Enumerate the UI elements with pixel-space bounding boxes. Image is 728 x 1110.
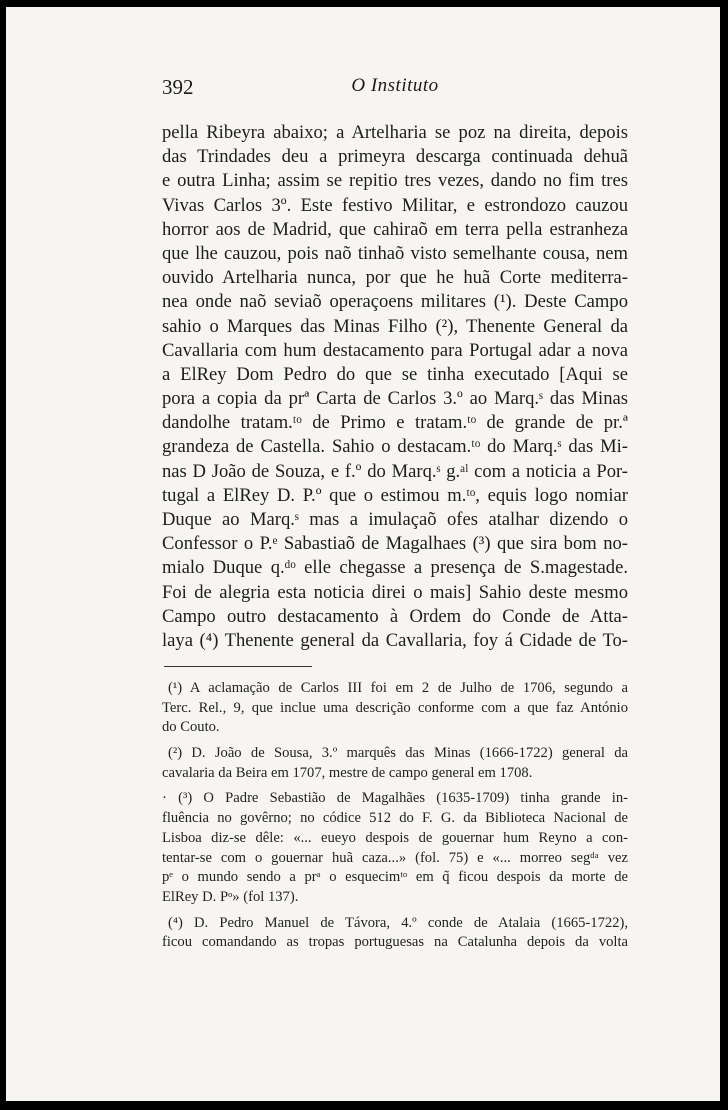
footnote-line: fluência no govêrno; no códice 512 do F. G. da Biblioteca Nacional de (162, 810, 628, 827)
footnotes (162, 679, 628, 953)
text-line: Vivas Carlos 3º. Este festivo Militar, e estrondozo cauzou (162, 194, 628, 216)
text-line: horror aos de Madrid, que cahiraõ em terra pella estranheza (162, 218, 628, 240)
text-line: nas D João de Souza, e f.º do Marq.ˢ g.ᵃˡ com a noticia a Por- (162, 460, 628, 482)
footnote-line: pᵉ o mundo sendo a prᵃ o esquecimᵗᵒ em q̃ ficou despois da morte de (162, 869, 628, 886)
text-line: sahio o Marques das Minas Filho (²), Thenente General da (162, 315, 628, 337)
footnote-line: cavalaria da Beira em 1707, mestre de campo general em 1708. (162, 764, 533, 781)
text-line: Confessor o P.ᵉ Sabastiaõ de Magalhaes (³) que sira bom no- (162, 533, 628, 555)
text-line: das Trindades deu a primeyra descarga continuada dehuã (162, 146, 628, 168)
footnote-line: ficou comandando as tropas portuguesas na Catalunha depois da volta (162, 934, 628, 951)
page-number: 392 (162, 75, 194, 99)
text-line: e outra Linha; assim se repitio tres vezes, dando no fim tres (162, 170, 628, 192)
text-line: tugal a ElRey D. P.º que o estimou m.ᵗᵒ, equis logo nomiar (162, 484, 628, 506)
page-header (162, 75, 628, 101)
footnote-line: Terc. Rel., 9, que inclue uma descrição conforme com a que faz António (162, 699, 628, 716)
text-line: pella Ribeyra abaixo; a Artelharia se poz na direita, depois (162, 122, 628, 143)
text-line: nea onde naõ seviaõ operaçoens militares (¹). Deste Campo (162, 291, 628, 313)
footnote-line: do Couto. (162, 719, 220, 736)
footnote-line: (¹) A aclamação de Carlos III foi em 2 de Julho de 1706, segundo a (168, 680, 628, 696)
text-line: laya (⁴) Thenente general da Cavallaria, foy á Cidade de To- (162, 629, 628, 651)
footnote-line: ElRey D. Pᵒ» (fol 137). (162, 888, 299, 905)
footnote-line: tentar-se com o gouernar huã caza...» (fol. 75) e «... morreo segᵈᵃ vez (162, 849, 628, 866)
text-line: Cavallaria com hum destacamento para Portugal adar a nova (162, 339, 628, 361)
main-text (162, 121, 628, 653)
footnote-line: · (³) O Padre Sebastião de Magalhães (1635-1709) tinha grande in- (162, 790, 628, 807)
footnote-rule (164, 666, 312, 667)
book-page (6, 7, 720, 1101)
text-line: pora a copia da prª Carta de Carlos 3.º ao Marq.ˢ das Minas (162, 388, 628, 410)
text-line: Campo outro destacamento à Ordem do Conde de Atta- (162, 605, 628, 627)
text-line: dandolhe tratam.ᵗᵒ de Primo e tratam.ᵗᵒ de grande de pr.ª (162, 412, 628, 434)
running-title: O Instituto (351, 75, 439, 96)
text-line: que lhe cauzou, pois naõ tinhaõ visto semelhante cousa, nem (162, 242, 628, 264)
text-line: Duque ao Marq.ˢ mas a imulaçaõ ofes atalhar dizendo o (162, 509, 628, 530)
footnote-line: (⁴) D. Pedro Manuel de Távora, 4.º conde de Atalaia (1665-1722), (168, 914, 628, 931)
text-line: a ElRey Dom Pedro do que se tinha executado [Aqui se (162, 363, 628, 385)
text-line: mialo Duque q.ᵈᵒ elle chegasse a presença de S.magestade. (162, 557, 628, 579)
text-line: grandeza de Castella. Sahio o destacam.ᵗᵒ do Marq.ˢ das Mi- (162, 436, 628, 458)
footnote-line: (²) D. João de Sousa, 3.º marquês das Minas (1666-1722) general da (168, 745, 628, 762)
text-line: Foi de alegria esta noticia direi o mais] Sahio deste mesmo (162, 581, 628, 603)
text-line: ouvido Artelharia nunca, por que he huã Corte mediterra- (162, 267, 628, 289)
footnote-line: Lisboa diz-se dêle: «... eueyo despois de gouernar hum Reyno a con- (162, 829, 628, 846)
